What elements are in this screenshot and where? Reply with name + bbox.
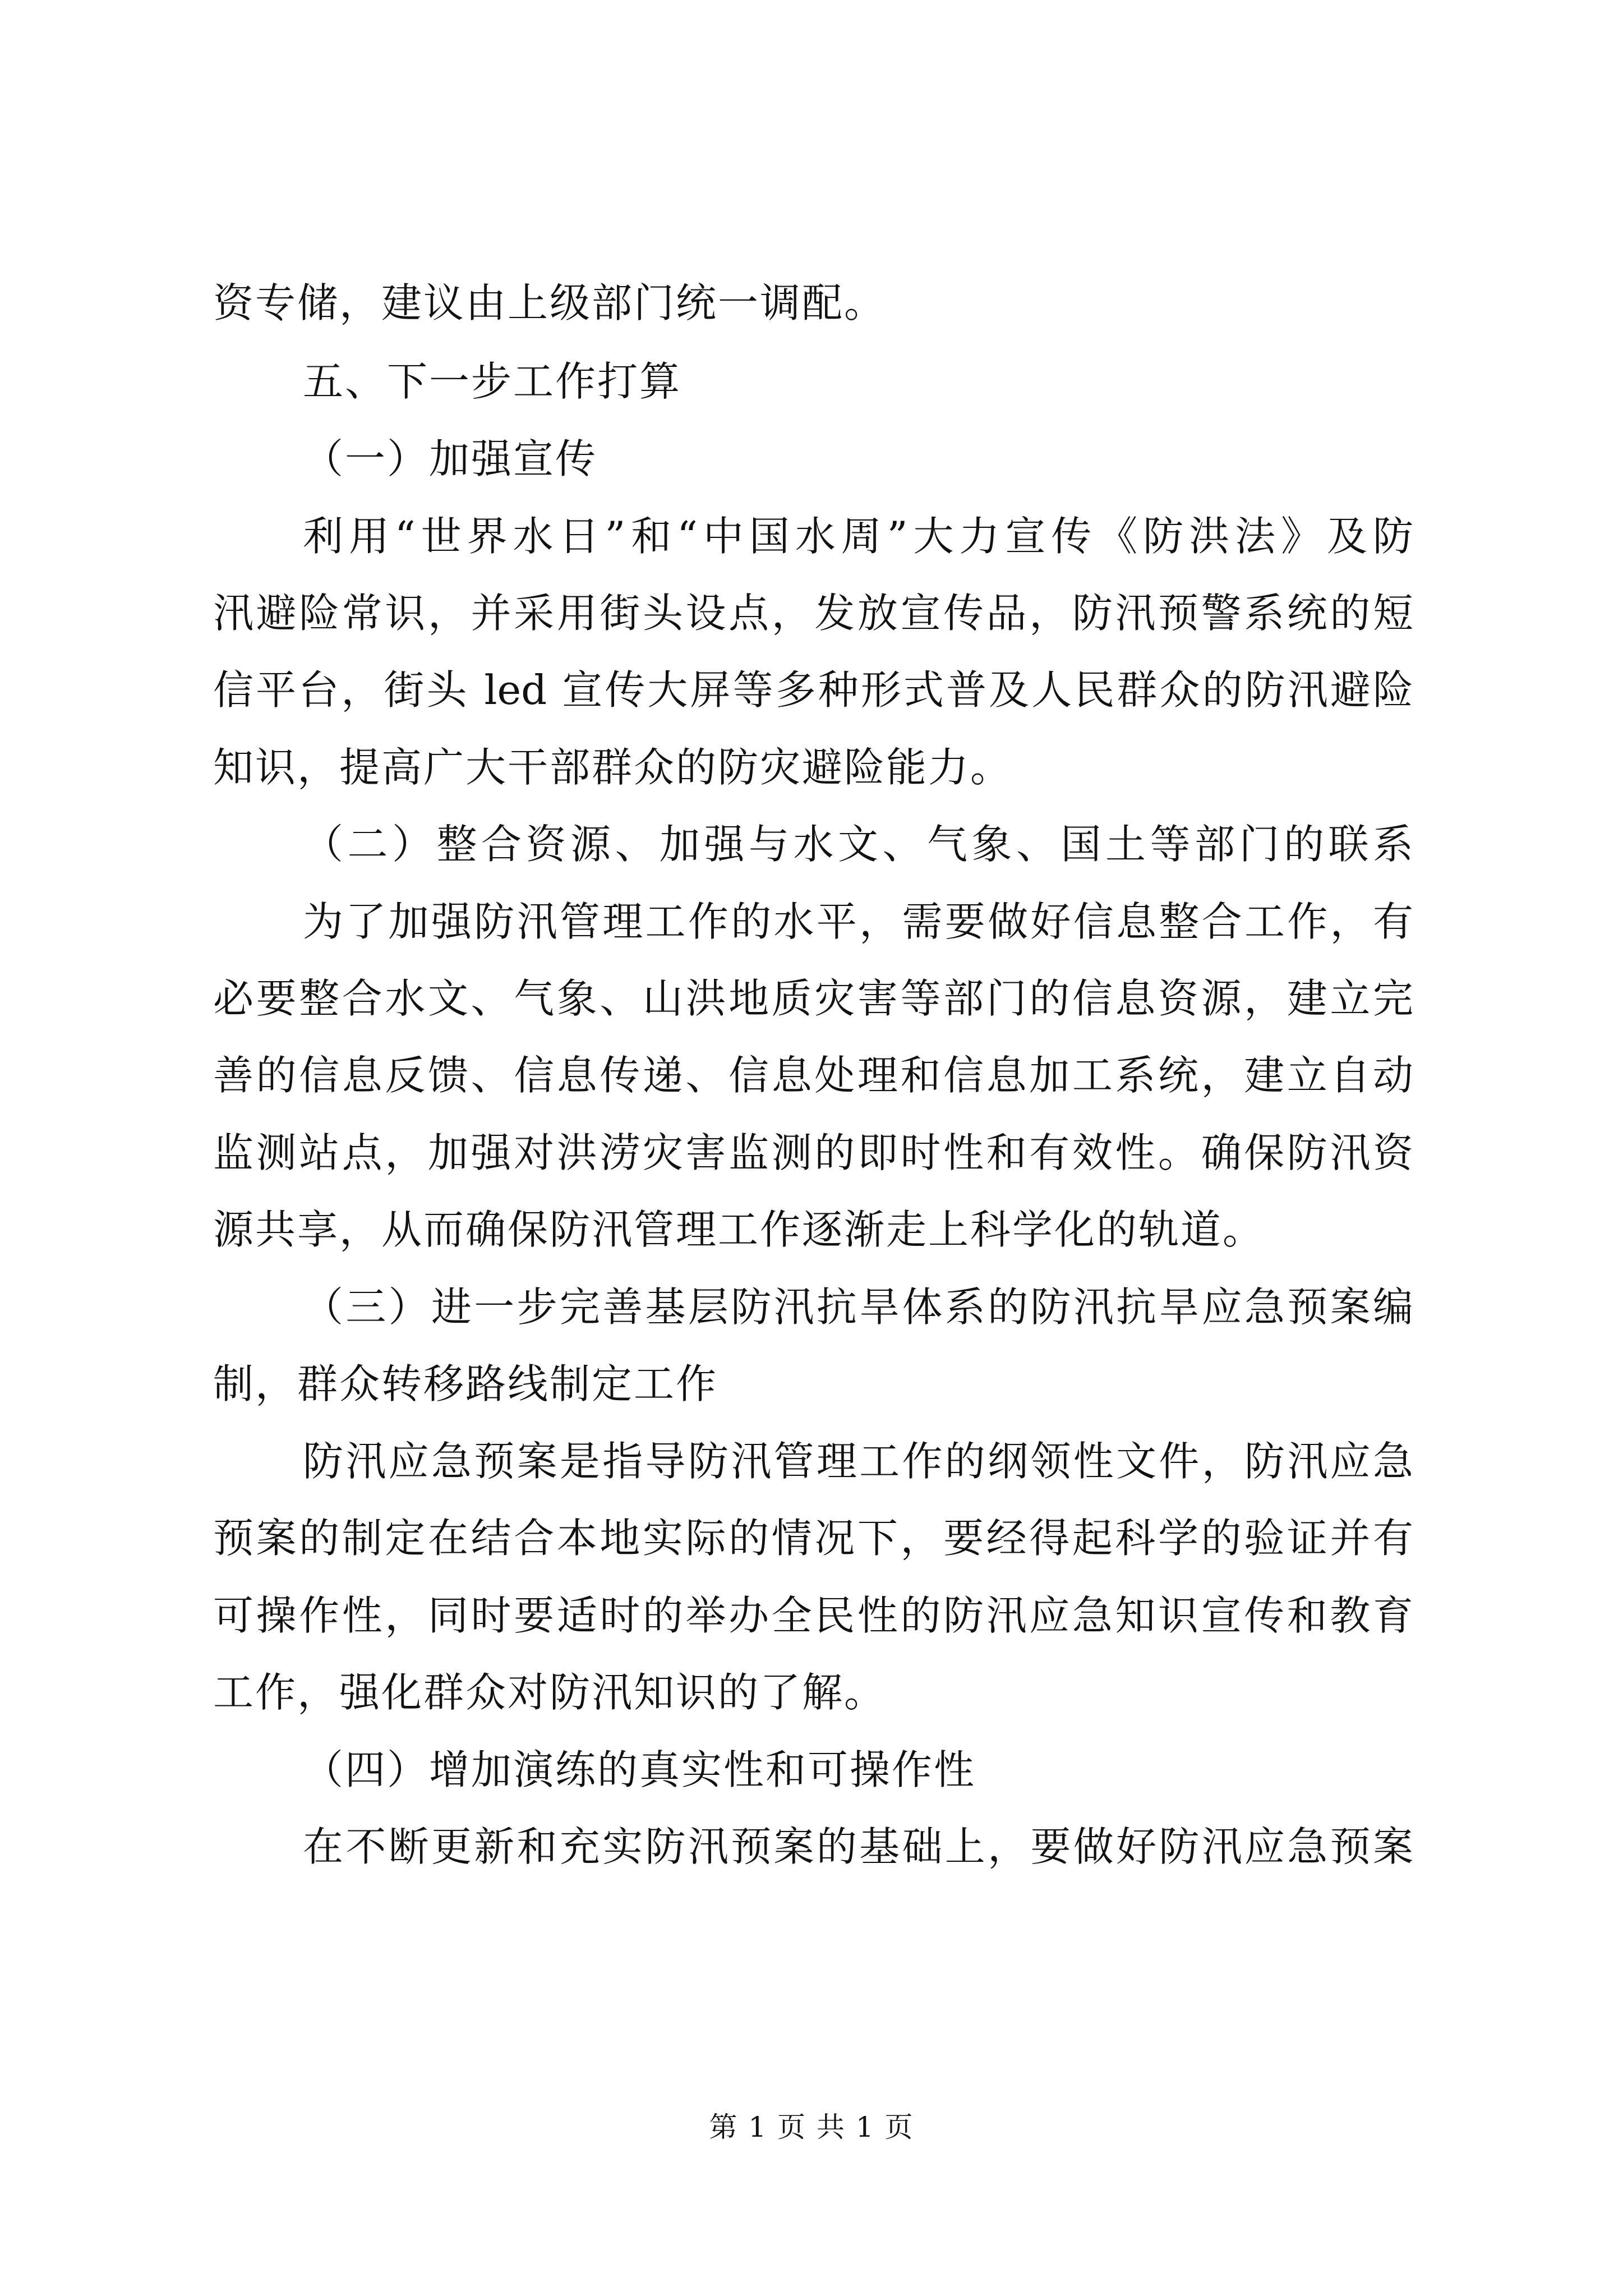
body-line: 利用“世界水日”和“中国水周”大力宣传《防洪法》及防 — [303, 513, 1413, 560]
body-line: 可操作性，同时要适时的举办全民性的防汛应急知识宣传和教育 — [213, 1592, 1413, 1639]
body-line: 预案的制定在结合本地实际的情况下，要经得起科学的验证并有 — [213, 1515, 1413, 1562]
body-line: 汛避险常识，并采用街头设点，发放宣传品，防汛预警系统的短 — [213, 590, 1413, 637]
section-heading: 五、下一步工作打算 — [303, 358, 682, 405]
body-line: 源共享，从而确保防汛管理工作逐渐走上科学化的轨道。 — [213, 1206, 1265, 1253]
body-line: 在不断更新和充实防汛预案的基础上，要做好防汛应急预案 — [303, 1823, 1413, 1870]
body-line: 工作，强化群众对防汛知识的了解。 — [213, 1669, 887, 1716]
body-line: 监测站点，加强对洪涝灾害监测的即时性和有效性。确保防汛资 — [213, 1129, 1413, 1176]
subsection-heading: （四）增加演练的真实性和可操作性 — [303, 1746, 976, 1793]
body-line: 信平台，街头 led 宣传大屏等多种形式普及人民群众的防汛避险 — [213, 666, 1413, 714]
body-line: 防汛应急预案是指导防汛管理工作的纲领性文件，防汛应急 — [303, 1438, 1413, 1485]
body-line: 知识，提高广大干部群众的防灾避险能力。 — [213, 744, 1013, 791]
subsection-heading: （一）加强宣传 — [303, 435, 598, 482]
page-footer: 第 1 页 共 1 页 — [709, 2111, 914, 2143]
body-line: 必要整合水文、气象、山洪地质灾害等部门的信息资源，建立完 — [213, 975, 1413, 1022]
body-line: 资专储，建议由上级部门统一调配。 — [213, 279, 887, 326]
subsection-heading-continued: 制，群众转移路线制定工作 — [213, 1360, 718, 1407]
subsection-heading: （三）进一步完善基层防汛抗旱体系的防汛抗旱应急预案编 — [303, 1283, 1413, 1331]
body-line: 善的信息反馈、信息传递、信息处理和信息加工系统，建立自动 — [213, 1052, 1413, 1099]
subsection-heading: （二）整合资源、加强与水文、气象、国土等部门的联系 — [303, 821, 1413, 868]
body-line: 为了加强防汛管理工作的水平，需要做好信息整合工作，有 — [303, 898, 1413, 945]
